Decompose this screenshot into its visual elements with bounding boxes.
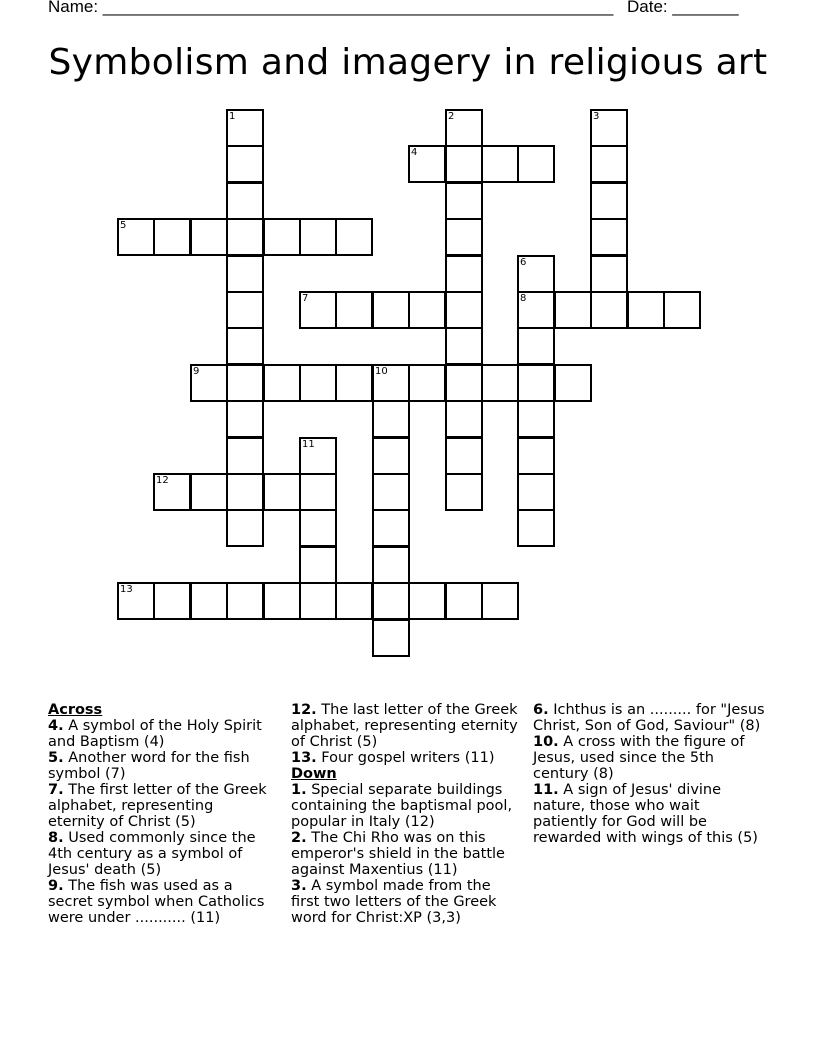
clue-down-10: 10. A cross with the figure of Jesus, used since the 5th century (8)	[533, 734, 745, 782]
grid-cell[interactable]	[590, 218, 628, 256]
grid-cell[interactable]	[372, 619, 410, 657]
grid-cell[interactable]	[445, 437, 483, 475]
grid-cell[interactable]	[590, 182, 628, 220]
clue-number: 7	[302, 293, 309, 304]
grid-cell[interactable]	[226, 327, 264, 365]
clue-across-12: 12. The last letter of the Greek alphabet, representing eternity of Christ (5)	[291, 702, 518, 750]
clue-down-1: 1. Special separate buildings containing the baptismal pool, popular in Italy (12)	[291, 782, 513, 830]
grid-cell[interactable]	[263, 582, 301, 620]
grid-cell[interactable]	[190, 364, 228, 402]
grid-cell[interactable]	[445, 400, 483, 438]
clue-across-4: 4. A symbol of the Holy Spirit and Baptism (4)	[48, 718, 262, 750]
grid-cell[interactable]	[408, 145, 446, 183]
grid-cell[interactable]	[517, 255, 555, 293]
clue-column-1	[48, 702, 273, 926]
grid-cell[interactable]	[517, 291, 555, 329]
clue-across-9: 9. The fish was used as a secret symbol when Catholics were under ........... (11)	[48, 878, 265, 926]
clue-number: 11	[302, 439, 315, 450]
grid-cell[interactable]	[299, 546, 337, 584]
grid-cell[interactable]	[226, 400, 264, 438]
grid-cell[interactable]	[517, 473, 555, 511]
grid-cell[interactable]	[153, 218, 191, 256]
grid-cell[interactable]	[299, 218, 337, 256]
grid-cell[interactable]	[372, 473, 410, 511]
grid-cell[interactable]	[226, 291, 264, 329]
grid-cell[interactable]	[372, 364, 410, 402]
grid-cell[interactable]	[481, 364, 519, 402]
grid-cell[interactable]	[445, 291, 483, 329]
grid-cell[interactable]	[663, 291, 701, 329]
grid-cell[interactable]	[226, 437, 264, 475]
clue-down-3: 3. A symbol made from the first two letters of the Greek word for Christ:XP (3,3)	[291, 878, 497, 926]
grid-cell[interactable]	[226, 364, 264, 402]
clue-across-13: 13. Four gospel writers (11)	[291, 750, 495, 766]
grid-cell[interactable]	[517, 145, 555, 183]
grid-cell[interactable]	[517, 509, 555, 547]
clue-across-8: 8. Used commonly since the 4th century as a symbol of Jesus' death (5)	[48, 830, 256, 878]
grid-cell[interactable]	[226, 473, 264, 511]
grid-cell[interactable]	[335, 364, 373, 402]
clue-across-7: 7. The first letter of the Greek alphabet, representing eternity of Christ (5)	[48, 782, 267, 830]
puzzle-title: Symbolism and imagery in religious art	[48, 42, 768, 83]
grid-cell[interactable]	[335, 582, 373, 620]
grid-cell[interactable]	[263, 364, 301, 402]
clue-number: 1	[229, 111, 236, 122]
grid-cell[interactable]	[481, 582, 519, 620]
clue-column-2	[291, 702, 519, 926]
clue-number: 3	[593, 111, 600, 122]
grid-cell[interactable]	[226, 182, 264, 220]
grid-cell[interactable]	[335, 218, 373, 256]
clue-down-6: 6. Ichthus is an ......... for "Jesus Christ, Son of God, Saviour" (8)	[533, 702, 765, 734]
grid-cell[interactable]	[117, 218, 155, 256]
clue-number: 13	[120, 584, 133, 595]
grid-cell[interactable]	[226, 109, 264, 147]
grid-cell[interactable]	[517, 437, 555, 475]
grid-cell[interactable]	[481, 145, 519, 183]
grid-cell[interactable]	[372, 582, 410, 620]
name-field[interactable]: Name: ______________________________________________________	[48, 0, 614, 16]
grid-cell[interactable]	[445, 182, 483, 220]
grid-cell[interactable]	[153, 473, 191, 511]
grid-cell[interactable]	[590, 255, 628, 293]
grid-cell[interactable]	[226, 582, 264, 620]
grid-cell[interactable]	[517, 327, 555, 365]
clue-number: 6	[520, 257, 527, 268]
grid-cell[interactable]	[299, 509, 337, 547]
grid-cell[interactable]	[190, 473, 228, 511]
clue-across-5: 5. Another word for the fish symbol (7)	[48, 750, 250, 782]
grid-cell[interactable]	[299, 291, 337, 329]
grid-cell[interactable]	[517, 400, 555, 438]
grid-cell[interactable]	[445, 145, 483, 183]
grid-cell[interactable]	[408, 291, 446, 329]
grid-cell[interactable]	[445, 327, 483, 365]
clue-number: 2	[448, 111, 455, 122]
grid-cell[interactable]	[299, 437, 337, 475]
grid-cell[interactable]	[445, 473, 483, 511]
grid-cell[interactable]	[445, 218, 483, 256]
grid-cell[interactable]	[153, 582, 191, 620]
grid-cell[interactable]	[226, 255, 264, 293]
clue-column-3	[533, 702, 765, 846]
clue-number: 8	[520, 293, 527, 304]
grid-cell[interactable]	[299, 364, 337, 402]
down-heading: Down	[291, 766, 337, 782]
grid-cell[interactable]	[190, 218, 228, 256]
clue-number: 9	[193, 366, 200, 377]
grid-cell[interactable]	[627, 291, 665, 329]
clue-down-2: 2. The Chi Rho was on this emperor's shield in the battle against Maxentius (11)	[291, 830, 505, 878]
grid-cell[interactable]	[408, 582, 446, 620]
clue-number: 10	[375, 366, 388, 377]
grid-cell[interactable]	[372, 400, 410, 438]
clue-number: 4	[411, 147, 418, 158]
grid-cell[interactable]	[226, 145, 264, 183]
grid-cell[interactable]	[445, 364, 483, 402]
grid-cell[interactable]	[299, 582, 337, 620]
grid-cell[interactable]	[299, 473, 337, 511]
grid-cell[interactable]	[445, 255, 483, 293]
date-field[interactable]: Date: _______	[627, 0, 739, 16]
grid-cell[interactable]	[372, 291, 410, 329]
grid-cell[interactable]	[445, 582, 483, 620]
grid-cell[interactable]	[335, 291, 373, 329]
grid-cell[interactable]	[372, 437, 410, 475]
grid-cell[interactable]	[590, 145, 628, 183]
grid-cell[interactable]	[372, 546, 410, 584]
grid-cell[interactable]	[190, 582, 228, 620]
clue-down-11: 11. A sign of Jesus' divine nature, those who wait patiently for God will be rewarded with wings of this (5)	[533, 782, 758, 846]
grid-cell[interactable]	[590, 109, 628, 147]
grid-cell[interactable]	[517, 364, 555, 402]
grid-cell[interactable]	[372, 509, 410, 547]
grid-cell[interactable]	[554, 364, 592, 402]
grid-cell[interactable]	[445, 109, 483, 147]
grid-cell[interactable]	[226, 218, 264, 256]
grid-cell[interactable]	[554, 291, 592, 329]
grid-cell[interactable]	[263, 473, 301, 511]
grid-cell[interactable]	[408, 364, 446, 402]
clue-number: 12	[156, 475, 169, 486]
grid-cell[interactable]	[117, 582, 155, 620]
across-heading: Across	[48, 702, 103, 718]
grid-cell[interactable]	[590, 291, 628, 329]
grid-cell[interactable]	[226, 509, 264, 547]
clue-number: 5	[120, 220, 127, 231]
grid-cell[interactable]	[263, 218, 301, 256]
